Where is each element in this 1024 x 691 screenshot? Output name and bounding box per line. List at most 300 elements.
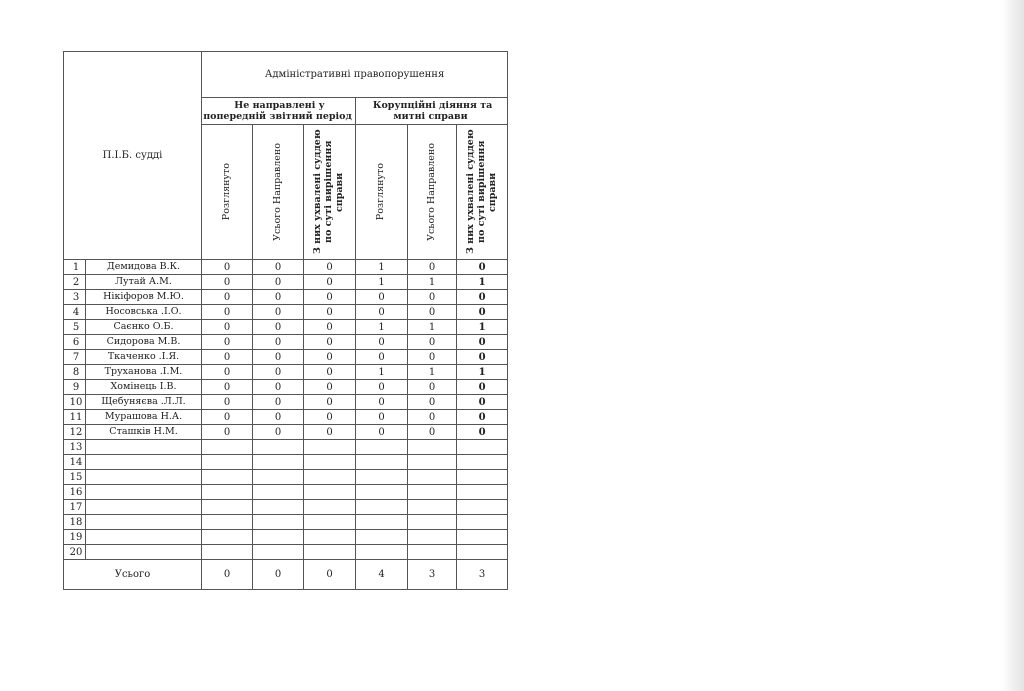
row-number: 4: [72, 306, 80, 318]
cell-value: 0: [478, 336, 486, 348]
row-number: 14: [69, 456, 83, 468]
cell-value: 0: [223, 366, 231, 378]
judge-name-cell: [86, 500, 202, 515]
cell-value: 0: [478, 306, 486, 318]
row-number: 13: [69, 441, 83, 453]
value-cell: [304, 365, 356, 380]
judge-name: Щебуняєва .Л.Л.: [101, 396, 186, 408]
value-cell: [408, 470, 457, 485]
cell-value: 0: [378, 306, 385, 318]
value-cell: [202, 470, 253, 485]
judge-name-cell: [86, 380, 202, 395]
value-cell: [356, 410, 408, 425]
row-number-cell: [64, 365, 86, 380]
page-edge-shadow: [1002, 0, 1024, 691]
value-cell: [356, 380, 408, 395]
value-cell: [202, 395, 253, 410]
table-row: [64, 395, 508, 410]
row-number-cell: [64, 320, 86, 335]
table-row: [64, 275, 508, 290]
cell-value: 0: [274, 351, 282, 363]
cell-value: 0: [223, 276, 231, 288]
cell-value: 0: [428, 381, 436, 393]
value-cell: [356, 275, 408, 290]
value-cell: [457, 500, 508, 515]
judge-name-cell: [86, 485, 202, 500]
value-cell: [356, 530, 408, 545]
value-cell: [304, 260, 356, 275]
value-cell: [408, 545, 457, 560]
judge-name-cell: [86, 275, 202, 290]
cell-value: 1: [428, 276, 436, 288]
total-cell: [253, 560, 304, 590]
cell-value: 0: [428, 396, 436, 408]
cell-value: 0: [428, 426, 436, 438]
value-cell: [408, 455, 457, 470]
value-cell: [253, 500, 304, 515]
value-cell: [202, 305, 253, 320]
cell-value: 0: [274, 381, 282, 393]
value-cell: [356, 350, 408, 365]
table-body: [64, 260, 508, 560]
row-number: 10: [69, 396, 83, 408]
judge-name-cell: [86, 410, 202, 425]
value-cell: [304, 290, 356, 305]
row-number: 19: [69, 531, 83, 543]
value-cell: [457, 335, 508, 350]
row-number-cell: [64, 380, 86, 395]
value-cell: [408, 260, 457, 275]
value-cell: [253, 320, 304, 335]
cell-value: 0: [378, 411, 385, 423]
cell-value: 0: [274, 306, 282, 318]
cell-value: 0: [478, 261, 486, 273]
table-row: [64, 485, 508, 500]
cell-value: 0: [274, 336, 282, 348]
cell-value: 0: [478, 291, 486, 303]
value-cell: [253, 335, 304, 350]
cell-value: 0: [274, 291, 282, 303]
value-cell: [202, 440, 253, 455]
judge-name-cell: [86, 365, 202, 380]
value-cell: [457, 455, 508, 470]
value-cell: [356, 425, 408, 440]
judge-name-cell: [86, 545, 202, 560]
value-cell: [253, 305, 304, 320]
value-cell: [304, 410, 356, 425]
cell-value: 0: [326, 411, 333, 423]
total-row: [64, 560, 508, 590]
judge-name: Нікіфоров М.Ю.: [103, 291, 184, 303]
cell-value: 0: [478, 396, 486, 408]
value-cell: [457, 305, 508, 320]
column-header-5-label: Усього Направлено: [425, 143, 437, 241]
row-number: 5: [72, 321, 80, 333]
value-cell: [408, 335, 457, 350]
judge-name-cell: [86, 530, 202, 545]
cell-value: 0: [478, 351, 486, 363]
cell-value: 0: [326, 366, 333, 378]
row-number-cell: [64, 410, 86, 425]
value-cell: [457, 290, 508, 305]
value-cell: [408, 275, 457, 290]
cell-value: 0: [428, 306, 436, 318]
cell-value: 0: [326, 261, 333, 273]
cell-value: 0: [378, 351, 385, 363]
value-cell: [408, 395, 457, 410]
row-number-cell: [64, 305, 86, 320]
cell-value: 0: [378, 291, 385, 303]
cell-value: 0: [326, 336, 333, 348]
total-cell: [356, 560, 408, 590]
row-number-cell: [64, 440, 86, 455]
value-cell: [457, 320, 508, 335]
value-cell: [304, 515, 356, 530]
value-cell: [202, 380, 253, 395]
cell-value: 0: [378, 396, 385, 408]
value-cell: [356, 365, 408, 380]
value-cell: [253, 290, 304, 305]
value-cell: [457, 350, 508, 365]
value-cell: [304, 305, 356, 320]
cell-value: 0: [478, 411, 486, 423]
value-cell: [356, 335, 408, 350]
value-cell: [202, 350, 253, 365]
value-cell: [457, 470, 508, 485]
value-cell: [202, 275, 253, 290]
value-cell: [304, 350, 356, 365]
column-header-5: [408, 125, 457, 260]
total-label: Усього: [114, 569, 151, 580]
row-number-cell: [64, 350, 86, 365]
cell-value: 1: [478, 321, 486, 333]
judge-name-cell: [86, 455, 202, 470]
subgroup-header-2: [356, 98, 508, 125]
value-cell: [457, 530, 508, 545]
row-number-cell: [64, 395, 86, 410]
row-number: 17: [69, 501, 83, 513]
fio-header-label: П.І.Б. судді: [102, 150, 163, 161]
value-cell: [202, 530, 253, 545]
cell-value: 0: [428, 351, 436, 363]
table-row: [64, 335, 508, 350]
cell-value: 1: [478, 366, 486, 378]
row-number: 9: [72, 381, 80, 393]
value-cell: [253, 545, 304, 560]
judge-name-cell: [86, 470, 202, 485]
table-row: [64, 305, 508, 320]
value-cell: [408, 365, 457, 380]
total-value: 0: [274, 569, 282, 580]
value-cell: [356, 515, 408, 530]
cell-value: 0: [274, 366, 282, 378]
value-cell: [304, 470, 356, 485]
cell-value: 1: [478, 276, 486, 288]
table-row: [64, 425, 508, 440]
cell-value: 0: [274, 396, 282, 408]
judge-name-cell: [86, 305, 202, 320]
subgroup-header-1: [202, 98, 356, 125]
value-cell: [356, 260, 408, 275]
value-cell: [457, 380, 508, 395]
value-cell: [253, 380, 304, 395]
value-cell: [304, 455, 356, 470]
value-cell: [356, 470, 408, 485]
judge-name-cell: [86, 260, 202, 275]
cell-value: 0: [428, 411, 436, 423]
cell-value: 0: [274, 261, 282, 273]
subgroup-title-2: Корупційні діяння та митні справи: [372, 99, 493, 122]
judge-name-cell: [86, 440, 202, 455]
value-cell: [356, 320, 408, 335]
cell-value: 0: [223, 291, 231, 303]
cell-value: 0: [223, 336, 231, 348]
cell-value: 1: [428, 321, 436, 333]
value-cell: [408, 500, 457, 515]
table-row: [64, 455, 508, 470]
judge-name-cell: [86, 320, 202, 335]
table-row: [64, 515, 508, 530]
value-cell: [304, 395, 356, 410]
cell-value: 0: [223, 321, 231, 333]
value-cell: [304, 440, 356, 455]
total-value: 3: [428, 569, 436, 580]
cell-value: 0: [326, 351, 333, 363]
cell-value: 0: [326, 291, 333, 303]
value-cell: [356, 500, 408, 515]
judge-name-cell: [86, 515, 202, 530]
row-number-cell: [64, 470, 86, 485]
row-number: 20: [69, 546, 83, 558]
judge-name: Демидова В.К.: [106, 261, 181, 273]
total-value: 4: [378, 569, 385, 580]
cell-value: 0: [326, 381, 333, 393]
value-cell: [356, 290, 408, 305]
row-number-cell: [64, 425, 86, 440]
cell-value: 1: [378, 321, 385, 333]
value-cell: [253, 455, 304, 470]
value-cell: [408, 290, 457, 305]
table-row: [64, 290, 508, 305]
column-header-1: [202, 125, 253, 260]
column-header-1-label: Розглянуто: [220, 163, 232, 221]
table-row: [64, 260, 508, 275]
value-cell: [253, 425, 304, 440]
value-cell: [304, 320, 356, 335]
judge-name-cell: [86, 290, 202, 305]
row-number: 11: [69, 411, 83, 423]
total-value: 0: [326, 569, 333, 580]
cell-value: 0: [223, 411, 231, 423]
judge-name: Носовська .І.О.: [105, 306, 182, 318]
value-cell: [253, 485, 304, 500]
table-row: [64, 470, 508, 485]
value-cell: [356, 440, 408, 455]
row-number: 12: [69, 426, 83, 438]
row-number-cell: [64, 335, 86, 350]
value-cell: [457, 515, 508, 530]
judge-name: Саєнко О.Б.: [113, 321, 174, 333]
cell-value: 0: [274, 321, 282, 333]
group-title: [202, 52, 508, 98]
value-cell: [202, 545, 253, 560]
value-cell: [202, 290, 253, 305]
value-cell: [408, 410, 457, 425]
value-cell: [408, 485, 457, 500]
judge-name: Ткаченко .І.Я.: [107, 351, 180, 363]
row-number-cell: [64, 500, 86, 515]
cell-value: 0: [326, 276, 333, 288]
value-cell: [304, 500, 356, 515]
row-number: 1: [72, 261, 80, 273]
value-cell: [408, 305, 457, 320]
row-number: 3: [72, 291, 80, 303]
group-title-label: Адміністративні правопорушення: [264, 69, 445, 80]
row-number: 7: [72, 351, 80, 363]
value-cell: [253, 515, 304, 530]
judge-name-cell: [86, 425, 202, 440]
cell-value: 0: [428, 261, 436, 273]
total-cell: [408, 560, 457, 590]
value-cell: [253, 440, 304, 455]
value-cell: [457, 440, 508, 455]
cell-value: 1: [378, 276, 385, 288]
judge-name-cell: [86, 350, 202, 365]
value-cell: [304, 335, 356, 350]
value-cell: [202, 485, 253, 500]
cell-value: 0: [223, 426, 231, 438]
value-cell: [304, 275, 356, 290]
value-cell: [457, 395, 508, 410]
cell-value: 1: [378, 366, 385, 378]
row-number: 6: [72, 336, 80, 348]
value-cell: [253, 350, 304, 365]
judge-name: Лутай А.М.: [115, 276, 172, 288]
table-row: [64, 350, 508, 365]
value-cell: [408, 380, 457, 395]
row-number: 2: [72, 276, 80, 288]
value-cell: [304, 485, 356, 500]
judge-name: Труханова .І.М.: [104, 366, 183, 378]
value-cell: [253, 260, 304, 275]
cell-value: 0: [223, 261, 231, 273]
table-row: [64, 500, 508, 515]
value-cell: [408, 320, 457, 335]
cell-value: 1: [378, 261, 385, 273]
table-row: [64, 380, 508, 395]
total-value: 0: [223, 569, 231, 580]
table-row: [64, 440, 508, 455]
total-label-cell: [64, 560, 202, 590]
column-header-3-label: З них ухвалені суддею по суті вирішення справи: [312, 129, 345, 255]
judge-name-cell: [86, 335, 202, 350]
row-number-cell: [64, 455, 86, 470]
value-cell: [408, 530, 457, 545]
cell-value: 0: [378, 381, 385, 393]
value-cell: [253, 365, 304, 380]
cell-value: 0: [223, 351, 231, 363]
judge-name: Мурашова Н.А.: [104, 411, 183, 423]
cell-value: 0: [326, 426, 333, 438]
value-cell: [408, 425, 457, 440]
row-number-cell: [64, 260, 86, 275]
value-cell: [356, 455, 408, 470]
row-number-cell: [64, 530, 86, 545]
value-cell: [356, 545, 408, 560]
value-cell: [408, 440, 457, 455]
value-cell: [202, 500, 253, 515]
row-number: 18: [69, 516, 83, 528]
row-number-cell: [64, 485, 86, 500]
row-number: 16: [69, 486, 83, 498]
judge-name: Сидорова М.В.: [106, 336, 181, 348]
value-cell: [457, 275, 508, 290]
value-cell: [457, 485, 508, 500]
value-cell: [408, 350, 457, 365]
row-number: 8: [72, 366, 80, 378]
table-row: [64, 545, 508, 560]
column-header-6-label: З них ухвалені суддею по суті вирішення справи: [464, 129, 498, 255]
cell-value: 0: [428, 336, 436, 348]
value-cell: [356, 395, 408, 410]
table-row: [64, 365, 508, 380]
row-number-cell: [64, 290, 86, 305]
row-number-cell: [64, 545, 86, 560]
value-cell: [202, 455, 253, 470]
cell-value: 0: [478, 381, 486, 393]
fio-header: [64, 52, 202, 260]
cell-value: 0: [274, 276, 282, 288]
value-cell: [253, 530, 304, 545]
judge-name-cell: [86, 395, 202, 410]
cell-value: 0: [378, 426, 385, 438]
total-cell: [202, 560, 253, 590]
value-cell: [253, 410, 304, 425]
column-header-6: [457, 125, 508, 260]
column-header-4-label: Розглянуто: [375, 163, 387, 221]
value-cell: [457, 425, 508, 440]
total-cell: [304, 560, 356, 590]
value-cell: [356, 305, 408, 320]
cell-value: 0: [478, 426, 486, 438]
row-number: 15: [69, 471, 83, 483]
value-cell: [202, 335, 253, 350]
report-table: [63, 51, 508, 590]
table-row: [64, 530, 508, 545]
total-value: 3: [478, 569, 486, 580]
table-row: [64, 410, 508, 425]
value-cell: [356, 485, 408, 500]
column-header-4: [356, 125, 408, 260]
value-cell: [253, 395, 304, 410]
total-cell: [457, 560, 508, 590]
cell-value: 0: [326, 321, 333, 333]
value-cell: [457, 365, 508, 380]
value-cell: [457, 545, 508, 560]
column-header-3: [304, 125, 356, 260]
column-header-2-label: Усього Направлено: [271, 143, 283, 241]
value-cell: [253, 470, 304, 485]
value-cell: [202, 260, 253, 275]
value-cell: [202, 320, 253, 335]
value-cell: [202, 515, 253, 530]
judge-name: Хомінець І.В.: [110, 381, 177, 393]
cell-value: 0: [223, 381, 231, 393]
cell-value: 0: [326, 396, 333, 408]
judge-name: Сташків Н.М.: [109, 426, 178, 438]
value-cell: [202, 410, 253, 425]
table-row: [64, 320, 508, 335]
